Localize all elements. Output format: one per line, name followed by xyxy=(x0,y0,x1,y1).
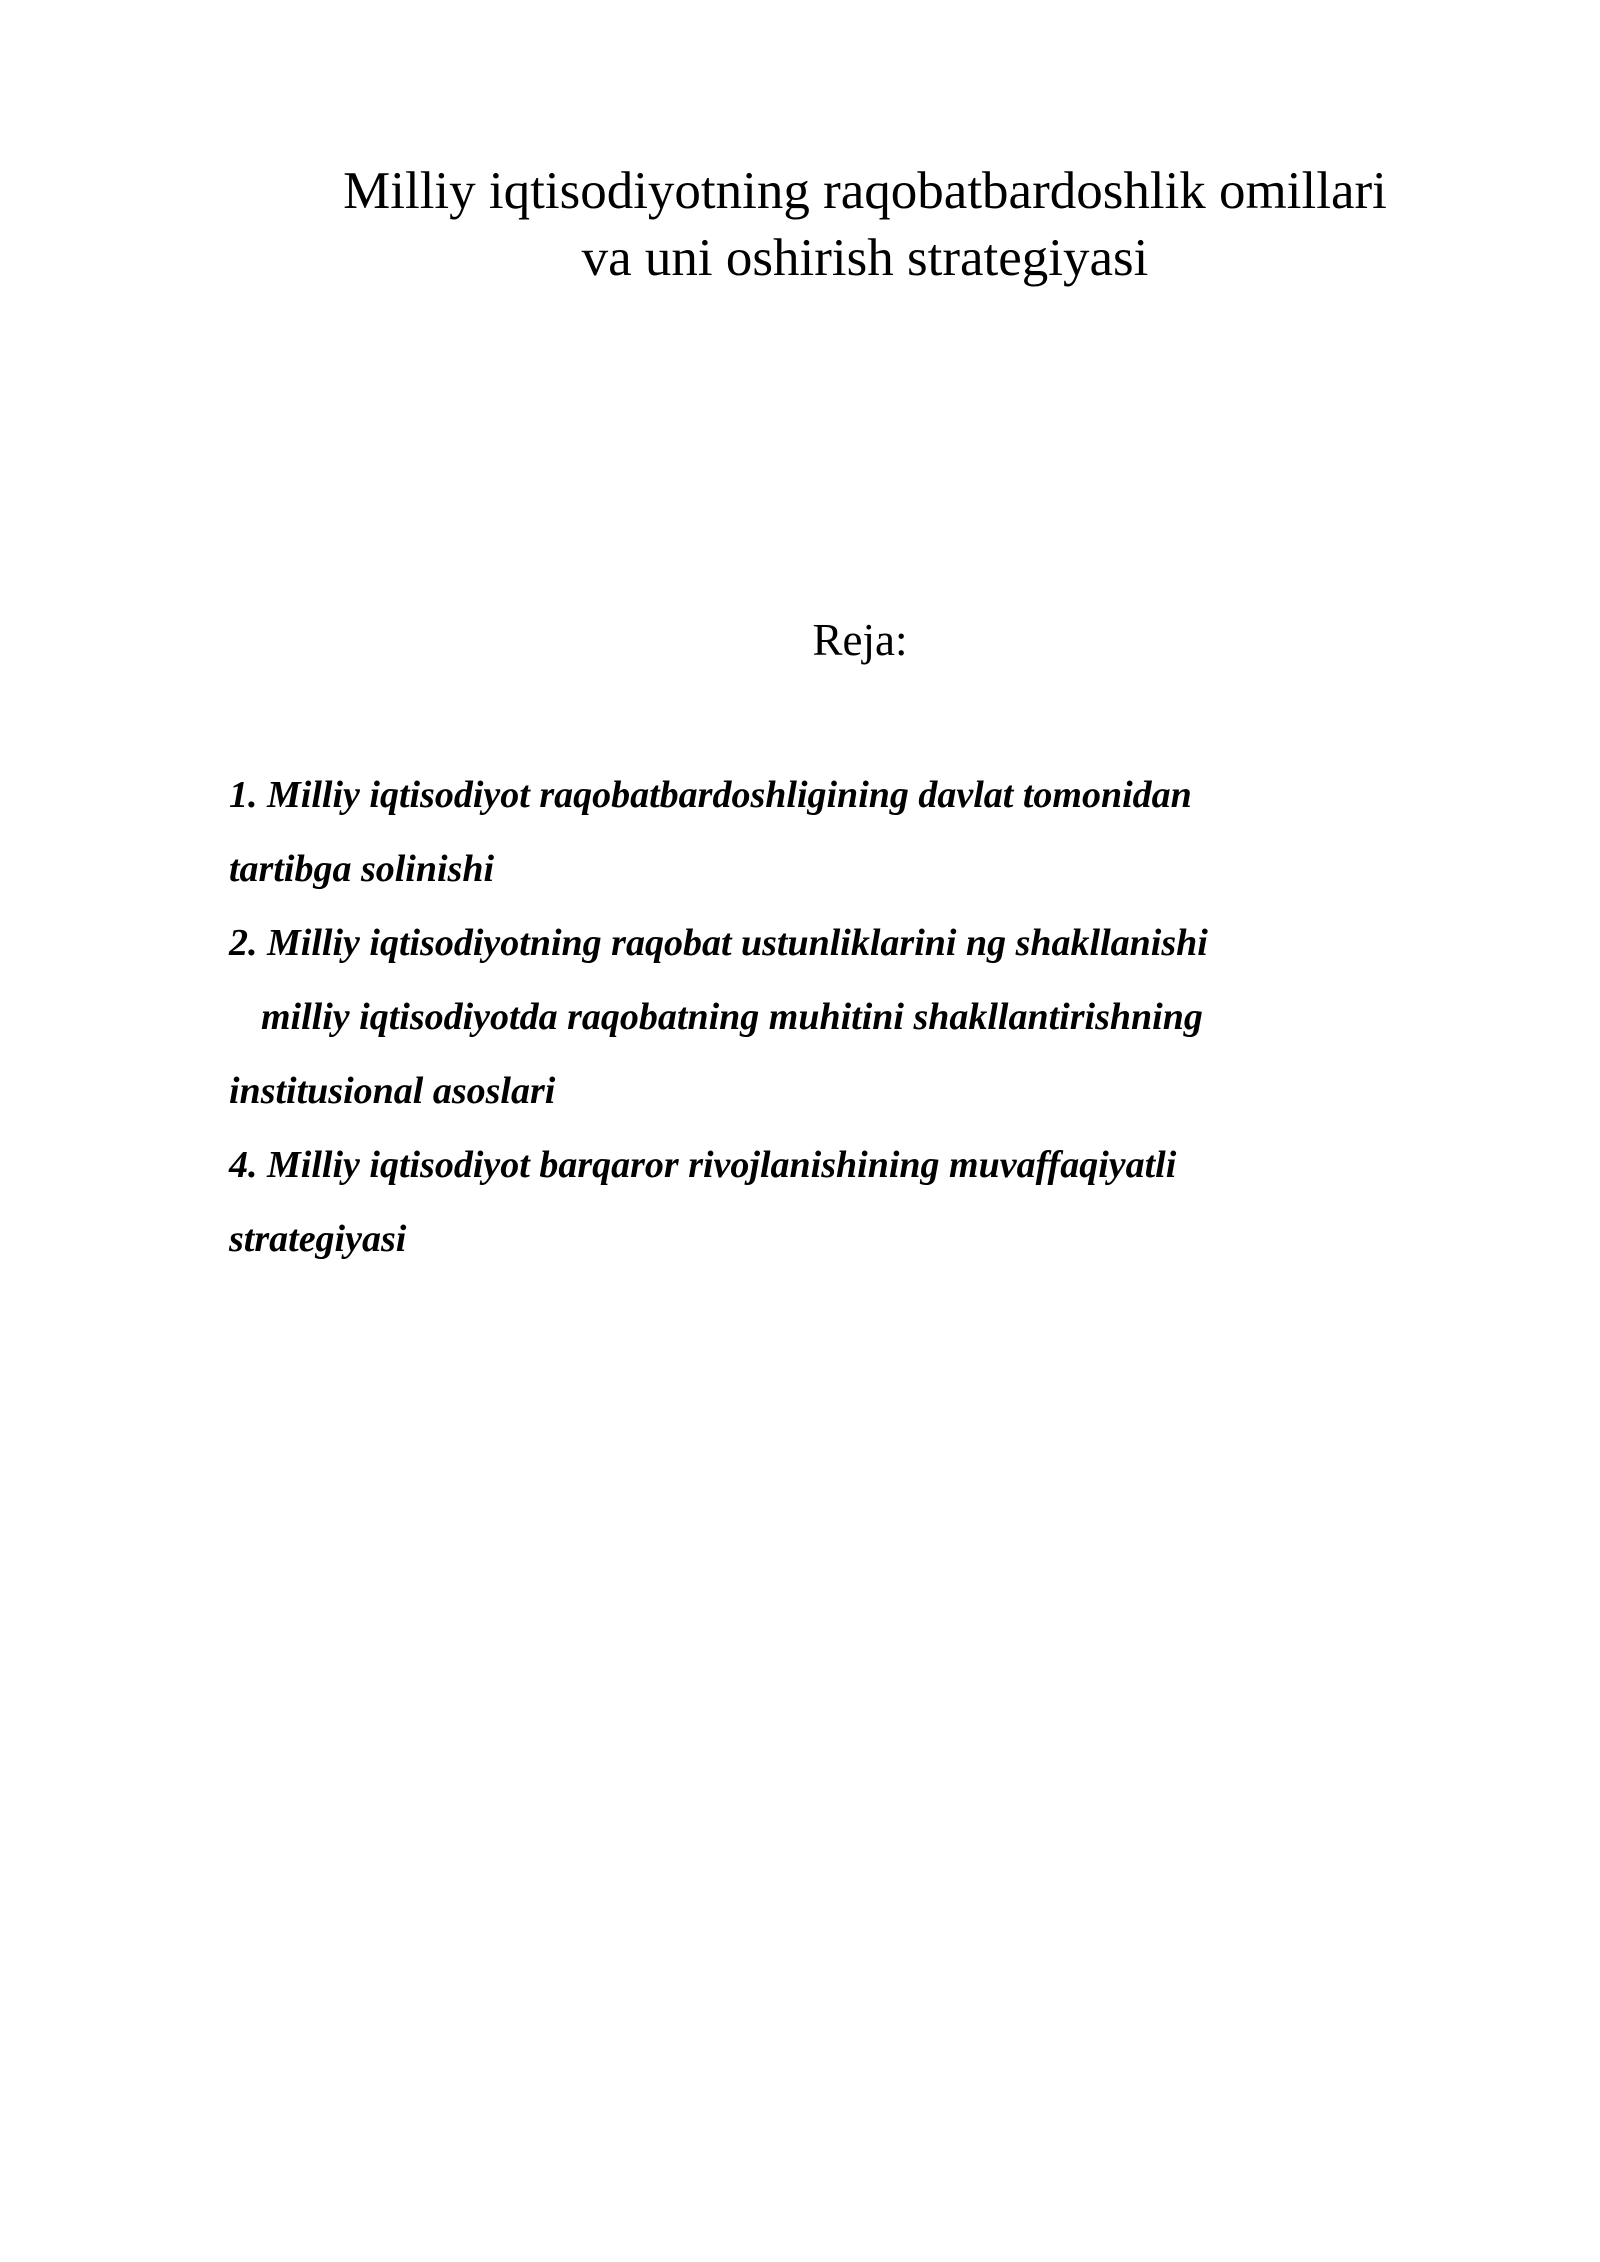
plan-line-5: institusional asoslari xyxy=(229,1070,556,1112)
plan-line-7: strategiyasi xyxy=(229,1218,407,1260)
plan-line-4: milliy iqtisodiyotda raqobatning muhitini shakllantirishning xyxy=(261,996,1203,1038)
title-line-2: va uni oshirish strategiyasi xyxy=(581,229,1149,287)
plan-line-6: 4. Milliy iqtisodiyot barqaror rivojlanishining muvaffaqiyatli xyxy=(229,1144,1177,1186)
plan-list xyxy=(229,758,1429,1276)
title-line-1: Milliy iqtisodiyotning raqobatbardoshlik omillari xyxy=(343,162,1387,220)
plan-heading: Reja: xyxy=(812,615,908,665)
plan-line-1: 1. Milliy iqtisodiyot raqobatbardoshligining davlat tomonidan xyxy=(229,774,1192,816)
document-title xyxy=(230,158,1500,292)
plan-line-3: 2. Milliy iqtisodiyotning raqobat ustunliklarini ng shakllanishi xyxy=(229,922,1208,964)
plan-line-2: tartibga solinishi xyxy=(229,848,495,890)
